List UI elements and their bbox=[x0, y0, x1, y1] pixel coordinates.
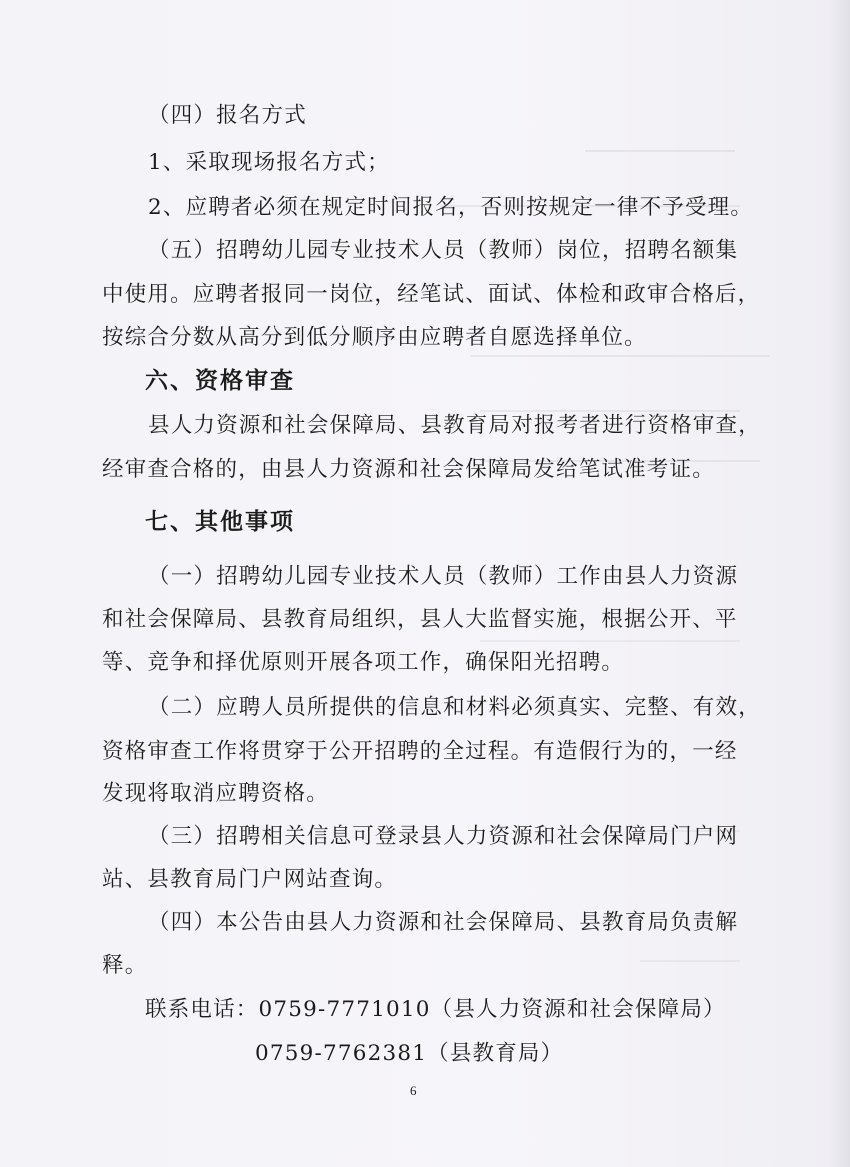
section-heading-other-matters: 七、其他事项 bbox=[145, 508, 295, 535]
text-line: 按综合分数从高分到低分顺序由应聘者自愿选择单位。 bbox=[102, 325, 647, 350]
text-line: 中使用。应聘者报同一岗位，经笔试、面试、体检和政审合格后， bbox=[102, 282, 761, 307]
text-line: （四）本公告由县人力资源和社会保障局、县教育局负责解 bbox=[148, 910, 739, 935]
text-line: 1、采取现场报名方式； bbox=[148, 150, 390, 175]
text-line: （一）招聘幼儿园专业技术人员（教师）工作由县人力资源 bbox=[148, 564, 739, 589]
page-number: 6 bbox=[410, 1083, 417, 1098]
text-line: 发现将取消应聘资格。 bbox=[102, 781, 330, 806]
text-line: （四）报名方式 bbox=[148, 103, 307, 128]
section-heading-qualification-review: 六、资格审查 bbox=[145, 367, 295, 394]
text-line: 县人力资源和社会保障局、县教育局对报考者进行资格审查， bbox=[148, 413, 761, 438]
text-line: 等、竞争和择优原则开展各项工作，确保阳光招聘。 bbox=[102, 650, 625, 675]
text-line: 经审查合格的，由县人力资源和社会保障局发给笔试准考证。 bbox=[102, 457, 715, 482]
contact-phone-line: 联系电话：0759-7771010（县人力资源和社会保障局） bbox=[145, 997, 726, 1022]
text-line: 和社会保障局、县教育局组织，县人大监督实施，根据公开、平 bbox=[102, 607, 738, 632]
text-line: 2、应聘者必须在规定时间报名，否则按规定一律不予受理。 bbox=[148, 195, 754, 220]
page-edge-shadow bbox=[828, 0, 850, 1167]
contact-phone-line-2: 0759-7762381（县教育局） bbox=[255, 1041, 564, 1066]
text-line: 站、县教育局门户网站查询。 bbox=[102, 867, 398, 892]
text-line: 资格审查工作将贯穿于公开招聘的全过程。有造假行为的，一经 bbox=[102, 739, 738, 764]
text-line: 释。 bbox=[102, 953, 148, 978]
text-line: （五）招聘幼儿园专业技术人员（教师）岗位，招聘名额集 bbox=[148, 238, 739, 263]
text-line: （二）应聘人员所提供的信息和材料必须真实、完整、有效， bbox=[148, 695, 761, 720]
text-line: （三）招聘相关信息可登录县人力资源和社会保障局门户网 bbox=[148, 824, 739, 849]
